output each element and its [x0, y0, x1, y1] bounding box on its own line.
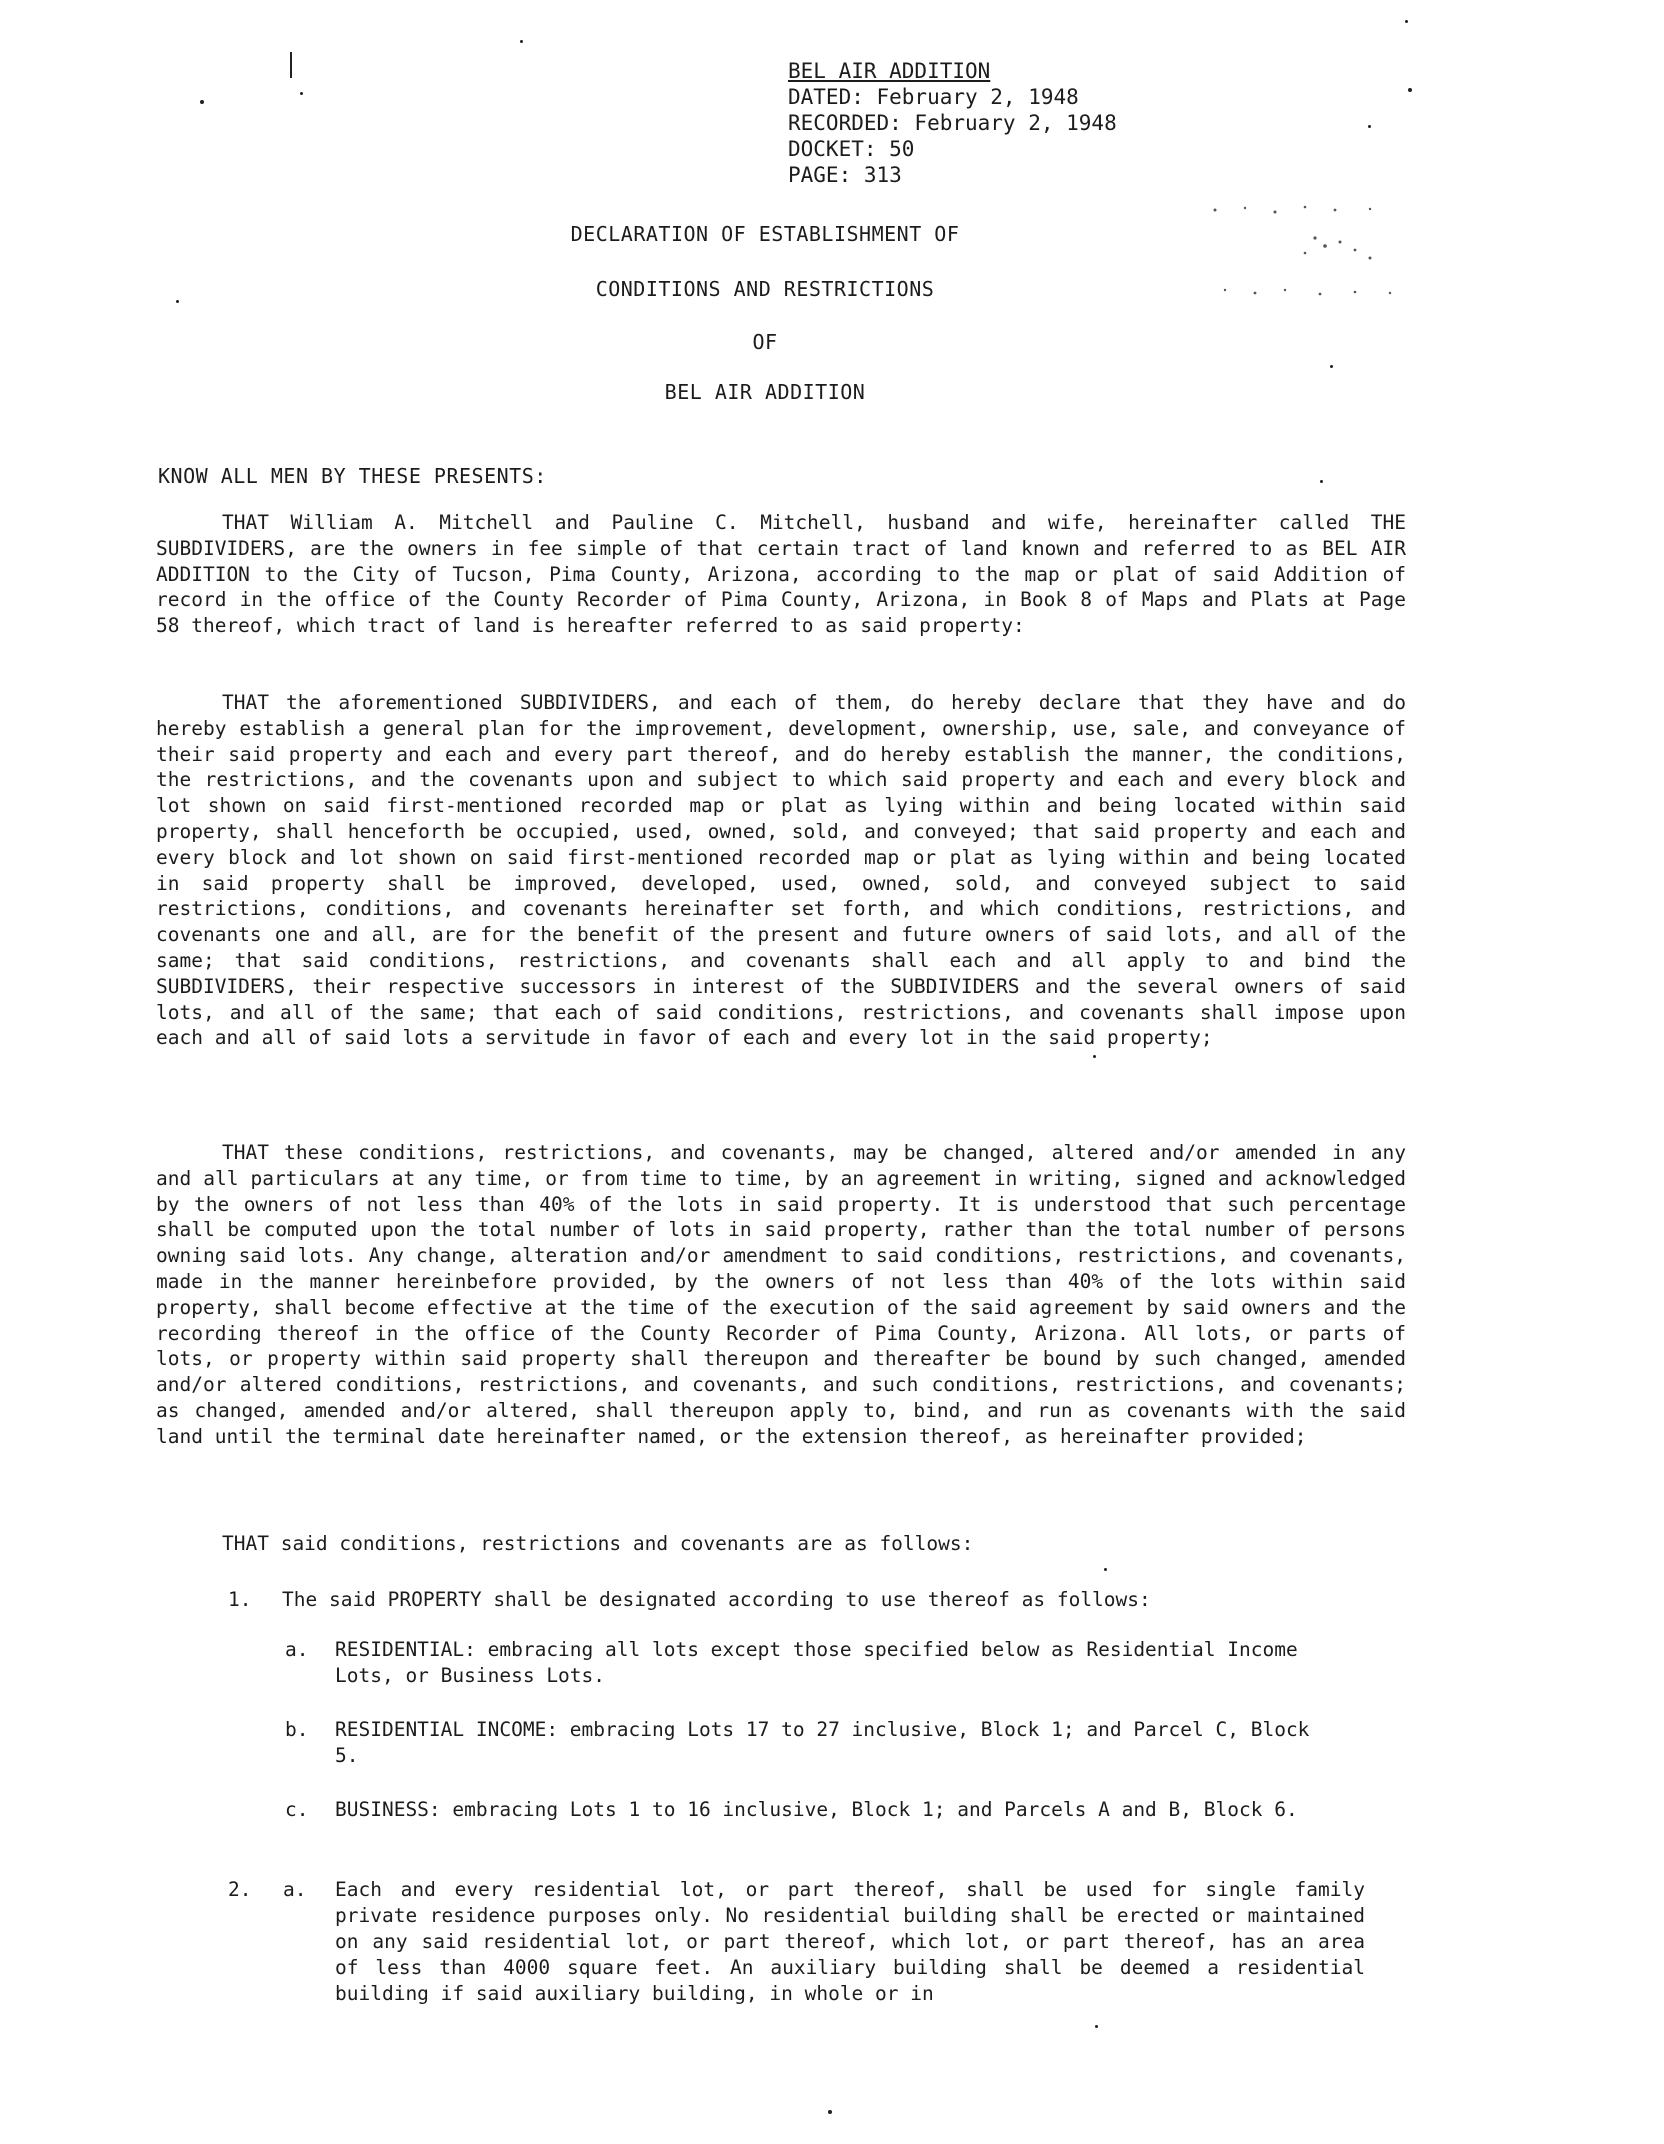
item-1c-label: c.	[285, 1798, 309, 1821]
scan-speck	[300, 92, 303, 95]
scan-speck	[1330, 365, 1333, 368]
conditions-title: CONDITIONS AND RESTRICTIONS	[595, 277, 935, 301]
scan-speck	[1408, 88, 1412, 92]
item-2a-text: Each and every residential lot, or part thereof, shall be used for single family private residence purposes only. No residential building shall be erected or maintained on any said residential lot, or part thereof, which lot, or part thereof, has an area of less than 4000 square feet. An auxiliary building shall be deemed a residential building if said auxiliary building, in whole or in	[335, 1878, 1365, 2005]
declaration-title: DECLARATION OF ESTABLISHMENT OF	[570, 222, 960, 246]
scan-speck	[1104, 1568, 1107, 1571]
scan-speck	[520, 40, 523, 43]
conditions-intro: THAT said conditions, restrictions and covenants are as follows:	[222, 1532, 974, 1555]
item-1a-label: a.	[285, 1638, 309, 1661]
scan-speck	[1368, 125, 1371, 128]
recording-header	[788, 58, 1117, 188]
scan-stamp-mark	[1195, 198, 1415, 308]
scan-speck	[828, 2110, 832, 2114]
scan-speck	[1093, 1055, 1096, 1058]
header-title: BEL AIR ADDITION	[788, 59, 991, 83]
item-2-sub-label: a.	[283, 1878, 307, 1901]
item-2-number: 2.	[228, 1878, 252, 1901]
scan-speck	[176, 300, 179, 303]
of-title: OF	[752, 330, 778, 354]
salutation: KNOW ALL MEN BY THESE PRESENTS:	[158, 464, 547, 488]
item-1b-text: RESIDENTIAL INCOME: embracing Lots 17 to 27 inclusive, Block 1; and Parcel C, Block 5.	[335, 1718, 1310, 1767]
paragraph-general-plan: THAT the aforementioned SUBDIVIDERS, and each of them, do hereby declare that they have and do hereby establish a general plan for the improvement, development, ownership, use, sale, and conveyance of their said property and each and every part thereof, and do hereby establish the manner, the conditions, the restrictions, and the covenants upon and subject to which said property and each and every block and lot shown on said first-mentioned recorded map or plat as lying within and being located within said property, shall henceforth be occupied, used, owned, sold, and conveyed; that said property and each and every block and lot shown on said first-mentioned recorded map or plat as lying within and being located in said property shall be improved, developed, used, owned, sold, and conveyed subject to said restrictions, conditions, and covenants hereinafter set forth, and which conditions, restrictions, and covenants one and all, are for the benefit of the present and future owners of said lots, and all of the same; that said conditions, restrictions, and covenants shall each and all apply to and bind the SUBDIVIDERS, their respective successors in interest of the SUBDIVIDERS and the several owners of said lots, and all of the same; that each of said conditions, restrictions, and covenants shall impose upon each and all of said lots a servitude in favor of each and every lot in the said property;	[156, 691, 1406, 1050]
header-recorded: RECORDED: February 2, 1948	[788, 111, 1117, 135]
scan-speck	[200, 100, 204, 104]
scan-speck	[290, 52, 292, 78]
header-page: PAGE: 313	[788, 163, 902, 187]
paragraph-owners: THAT William A. Mitchell and Pauline C. Mitchell, husband and wife, hereinafter called THE SUBDIVIDERS, are the owners in fee simple of that certain tract of land known and referred to as BEL AIR ADDITION to the City of Tucson, Pima County, Arizona, according to the map or plat of said Addition of record in the office of the County Recorder of Pima County, Arizona, in Book 8 of Maps and Plats at Page 58 thereof, which tract of land is hereafter referred to as said property:	[156, 511, 1406, 638]
scan-speck	[1405, 20, 1408, 23]
addition-title: BEL AIR ADDITION	[664, 380, 866, 404]
item-1b-label: b.	[285, 1718, 309, 1741]
item-1-number: 1.	[228, 1588, 252, 1611]
item-1a-text: RESIDENTIAL: embracing all lots except those specified below as Residential Income Lots, or Business Lots.	[335, 1638, 1298, 1687]
header-dated: DATED: February 2, 1948	[788, 85, 1079, 109]
item-1-text: The said PROPERTY shall be designated according to use thereof as follows:	[282, 1588, 1151, 1611]
scan-speck	[1095, 2025, 1098, 2028]
item-1c-text: BUSINESS: embracing Lots 1 to 16 inclusive, Block 1; and Parcels A and B, Block 6.	[335, 1798, 1298, 1821]
header-docket: DOCKET: 50	[788, 137, 915, 161]
scan-speck	[1320, 480, 1323, 483]
paragraph-amendment: THAT these conditions, restrictions, and covenants, may be changed, altered and/or amended in any and all particulars at any time, or from time to time, by an agreement in writing, signed and acknowledged by the owners of not less than 40% of the lots in said property. It is understood that such percentage shall be computed upon the total number of lots in said property, rather than the total number of persons owning said lots. Any change, alteration and/or amendment to said conditions, restrictions, and covenants, made in the manner hereinbefore provided, by the owners of not less than 40% of the lots within said property, shall become effective at the time of the execution of the said agreement by said owners and the recording thereof in the office of the County Recorder of Pima County, Arizona. All lots, or parts of lots, or property within said property shall thereupon and thereafter be bound by such changed, amended and/or altered conditions, restrictions, and covenants, and such conditions, restrictions, and covenants; as changed, amended and/or altered, shall thereupon apply to, bind, and run as covenants with the said land until the terminal date hereinafter named, or the extension thereof, as hereinafter provided;	[156, 1141, 1406, 1448]
